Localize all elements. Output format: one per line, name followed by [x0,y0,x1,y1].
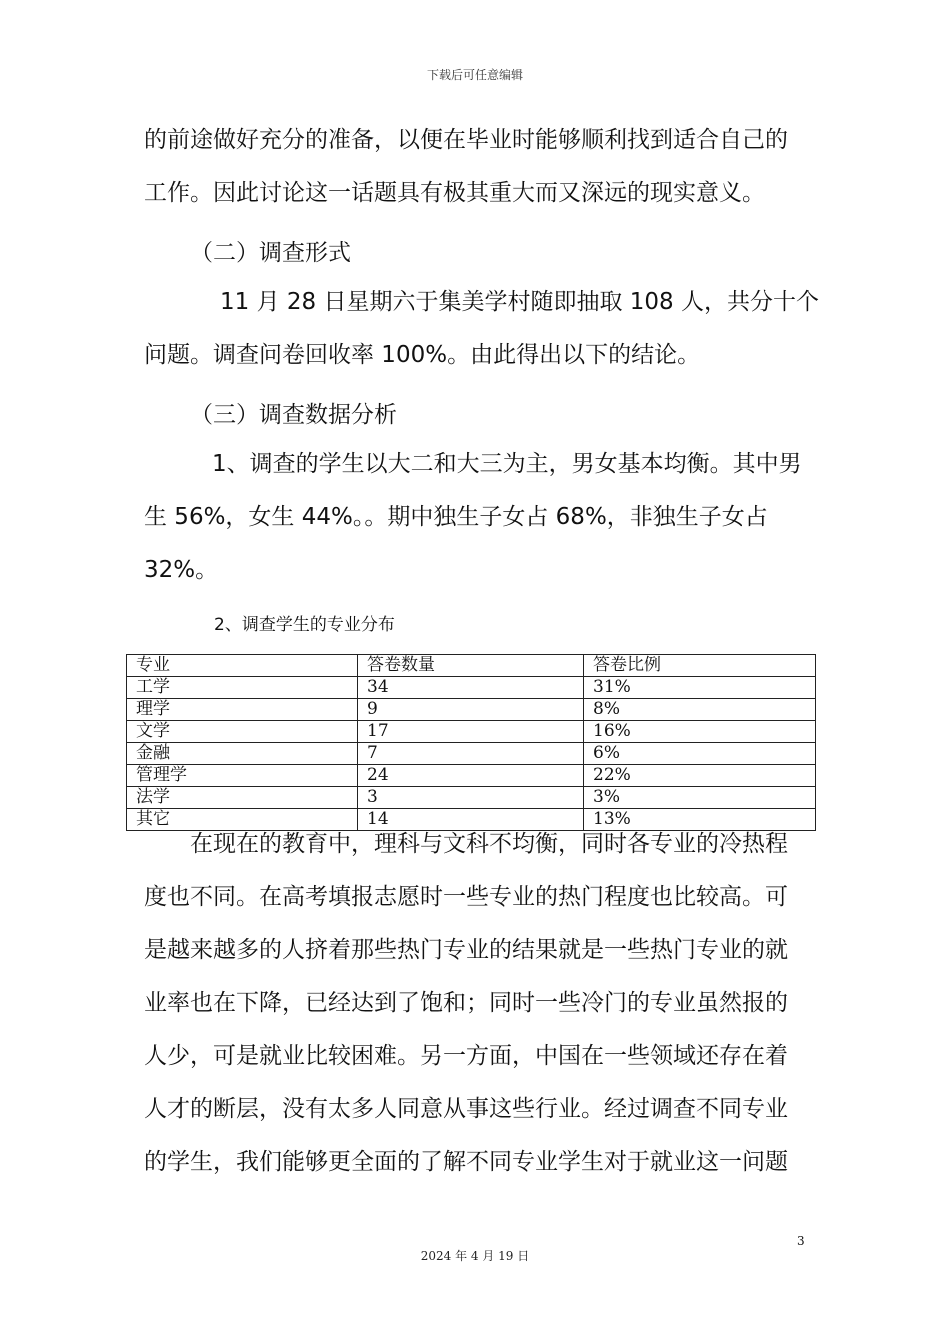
paragraph-discussion [144,818,814,1189]
text-line: 人少，可是就业比较困难。另一方面，中国在一些领域还存在着 [144,1043,788,1069]
text-line: 人才的断层，没有太多人同意从事这些行业。经过调查不同专业 [144,1096,788,1122]
table-cell: 理学 [127,699,358,721]
table-cell: 工学 [127,677,358,699]
table-caption: 2、调查学生的专业分布 [214,615,395,635]
text-line: 的学生，我们能够更全面的了解不同专业学生对于就业这一问题 [144,1149,788,1175]
section-heading-survey-form: （二）调查形式 [190,240,351,266]
table-row [127,721,816,743]
table-header-row [127,655,816,677]
table-row [127,699,816,721]
text-line: 是越来越多的人挤着那些热门专业的结果就是一些热门专业的就 [144,937,788,963]
text-line: 度也不同。在高考填报志愿时一些专业的热门程度也比较高。可 [144,884,788,910]
paragraph-intro [144,114,814,220]
page-header: 下载后可任意编辑 [426,68,523,82]
table-cell: 7 [358,743,584,765]
table-cell: 22% [584,765,816,787]
column-header: 答卷数量 [358,655,584,677]
column-header: 答卷比例 [584,655,816,677]
table-cell: 34 [358,677,584,699]
table-row [127,743,816,765]
text-line: 11 月 28 日星期六于集美学村随即抽取 108 人，共分十个 [220,289,819,315]
paragraph-survey-form [144,276,819,382]
text-line: 业率也在下降，已经达到了饱和；同时一些冷门的专业虽然报的 [144,990,788,1016]
paragraph-demographics [144,438,814,597]
table-cell: 9 [358,699,584,721]
text-line: 32%。 [144,557,219,583]
table-cell: 24 [358,765,584,787]
table-cell: 3 [358,787,584,809]
table-row [127,787,816,809]
table-cell: 其它 [127,809,358,831]
table-cell: 文学 [127,721,358,743]
table-cell: 14 [358,809,584,831]
table-cell: 6% [584,743,816,765]
section-heading-data-analysis: （三）调查数据分析 [190,402,397,428]
text-line: 1、调查的学生以大二和大三为主，男女基本均衡。其中男 [212,451,802,477]
text-line: 问题。调查问卷回收率 100%。由此得出以下的结论。 [144,342,701,368]
text-line: 工作。因此讨论这一话题具有极其重大而又深远的现实意义。 [144,180,765,206]
table-row [127,677,816,699]
table-cell: 13% [584,809,816,831]
table-cell: 3% [584,787,816,809]
text-line: 在现在的教育中，理科与文科不均衡，同时各专业的冷热程 [190,831,788,857]
page-footer-date: 2024 年 4 月 19 日 [420,1249,530,1263]
table-cell: 17 [358,721,584,743]
table-cell: 法学 [127,787,358,809]
page-number: 3 [797,1234,805,1248]
table-cell: 16% [584,721,816,743]
text-line: 生 56%，女生 44%。。期中独生子女占 68%，非独生子女占 [144,504,768,530]
table-cell: 8% [584,699,816,721]
table-cell: 31% [584,677,816,699]
table-cell: 管理学 [127,765,358,787]
table-cell: 金融 [127,743,358,765]
table-row [127,765,816,787]
text-line: 的前途做好充分的准备，以便在毕业时能够顺利找到适合自己的 [144,127,788,153]
major-distribution-table [126,654,816,831]
column-header: 专业 [127,655,358,677]
